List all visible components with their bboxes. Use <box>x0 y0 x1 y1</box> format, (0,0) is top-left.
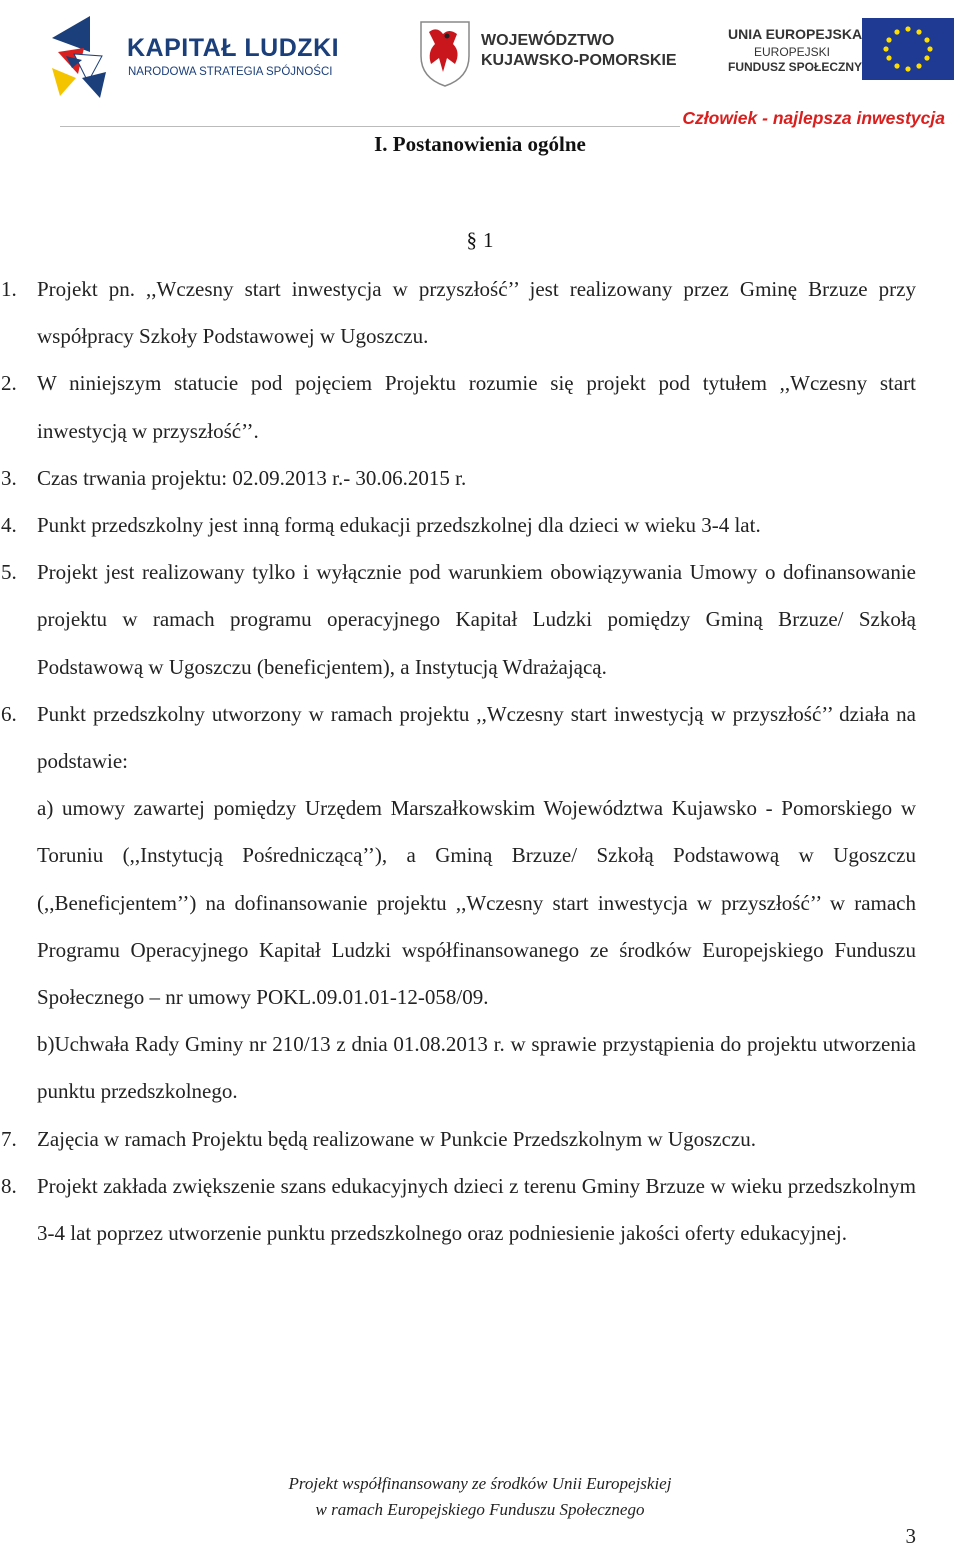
list-item-text: W niniejszym statucie pod pojęciem Projektu rozumie się projekt pod tytułem ,,Wczesny start inwestycją w przyszłość’’. <box>37 371 916 443</box>
list-item <box>0 549 960 691</box>
list-item-text: Punkt przedszkolny jest inną formą edukacji przedszkolnej dla dzieci w wieku 3-4 lat. <box>37 513 761 538</box>
section-heading: I. Postanowienia ogólne <box>374 132 586 156</box>
paragraph-marker <box>0 228 960 253</box>
list-item <box>0 266 960 360</box>
eu-logo-line3: FUNDUSZ SPOŁECZNY <box>728 60 863 74</box>
kapital-ludzki-subtitle: NARODOWA STRATEGIA SPÓJNOŚCI <box>128 66 333 78</box>
kapital-ludzki-star-icon <box>52 8 122 100</box>
page-number: 3 <box>905 1524 916 1548</box>
wojewodztwo-logo <box>415 10 675 98</box>
header-divider <box>60 126 680 127</box>
page-header <box>0 0 960 135</box>
list-item <box>0 1163 960 1257</box>
wojewodztwo-line1: WOJEWÓDZTWO <box>481 32 615 49</box>
footer-line2: w ramach Europejskiego Funduszu Społecznego <box>315 1500 645 1519</box>
kapital-ludzki-logo <box>52 8 342 100</box>
document-body <box>0 266 960 1257</box>
griffin-coat-of-arms-icon <box>417 18 473 88</box>
list-item <box>0 502 960 549</box>
slogan: Człowiek - najlepsza inwestycja <box>682 108 945 128</box>
footer-line1: Projekt współfinansowany ze środków Unii Europejskiej <box>288 1474 672 1493</box>
list-item-text: Projekt pn. ,,Wczesny start inwestycja w przyszłość’’ jest realizowany przez Gminę Brzuze przy współpracy Szkoły Podstawowej w Ugoszczu. <box>37 277 916 349</box>
wojewodztwo-line2: KUJAWSKO-POMORSKIE <box>481 52 677 69</box>
sub-item-a: a) umowy zawartej pomiędzy Urzędem Marszałkowskim Województwa Kujawsko - Pomorskiego w Toruniu (,,Instytucją Pośredniczącą’’), a Gminą Brzuze/ Szkołą Podstawową w Ugoszczu (,,Beneficjentem’’) na dofinansowanie projektu ,,Wczesny start inwestycja w przyszłość’’ w ramach Programu Operacyjnego Kapitał Ludzki współfinansowanego ze środków Europejskiego Funduszu Społecznego – nr umowy POKL.09.01.01-12-058/09. <box>37 796 916 1010</box>
list-item-number: 3. <box>1 465 17 490</box>
list-item-number: 2. <box>1 371 17 396</box>
paragraph-number: 1 <box>483 228 494 252</box>
eu-logo <box>728 18 956 88</box>
eu-flag-icon <box>862 18 954 80</box>
eu-logo-line2: EUROPEJSKI <box>753 45 831 59</box>
list-item-text: Punkt przedszkolny utworzony w ramach projektu ,,Wczesny start inwestycją w przyszłość’’ działa na podstawie: <box>37 701 916 774</box>
list-item-number: 7. <box>1 1126 17 1151</box>
list-item-text: Zajęcia w ramach Projektu będą realizowane w Punkcie Przedszkolnym w Ugoszczu. <box>37 1126 756 1151</box>
eu-logo-line1: UNIA EUROPEJSKA <box>728 26 863 42</box>
list-item-text: Czas trwania projektu: 02.09.2013 r.- 30.06.2015 r. <box>37 465 467 490</box>
list-item-number: 4. <box>1 513 17 538</box>
list-item-number: 5. <box>1 560 17 585</box>
list-item <box>0 455 960 502</box>
page-footer <box>0 1471 960 1523</box>
sub-item-b: b)Uchwała Rady Gminy nr 210/13 z dnia 01.08.2013 r. w sprawie przystąpienia do projektu utworzenia punktu przedszkolnego. <box>37 1032 916 1104</box>
list-item <box>0 1116 960 1163</box>
list-item-text: Projekt zakłada zwiększenie szans edukacyjnych dzieci z terenu Gminy Brzuze w wieku przedszkolnym 3-4 lat poprzez utworzenie punktu przedszkolnego oraz podniesienie jakości oferty edukacyjnej. <box>37 1173 916 1246</box>
list-item-number: 6. <box>1 701 17 726</box>
list-item-number: 8. <box>1 1173 17 1198</box>
list-item-text: Projekt jest realizowany tylko i wyłącznie pod warunkiem obowiązywania Umowy o dofinansowanie projektu w ramach programu operacyjnego Kapitał Ludzki pomiędzy Gminą Brzuze/ Szkołą Podstawową w Ugoszczu (beneficjentem), a Instytucją Wdrażającą. <box>37 560 916 679</box>
list-item <box>0 360 960 454</box>
kapital-ludzki-title: KAPITAŁ LUDZKI <box>127 34 340 62</box>
list-item <box>0 691 960 785</box>
paragraph-sign: § <box>466 228 477 252</box>
list-item-number: 1. <box>1 277 17 301</box>
